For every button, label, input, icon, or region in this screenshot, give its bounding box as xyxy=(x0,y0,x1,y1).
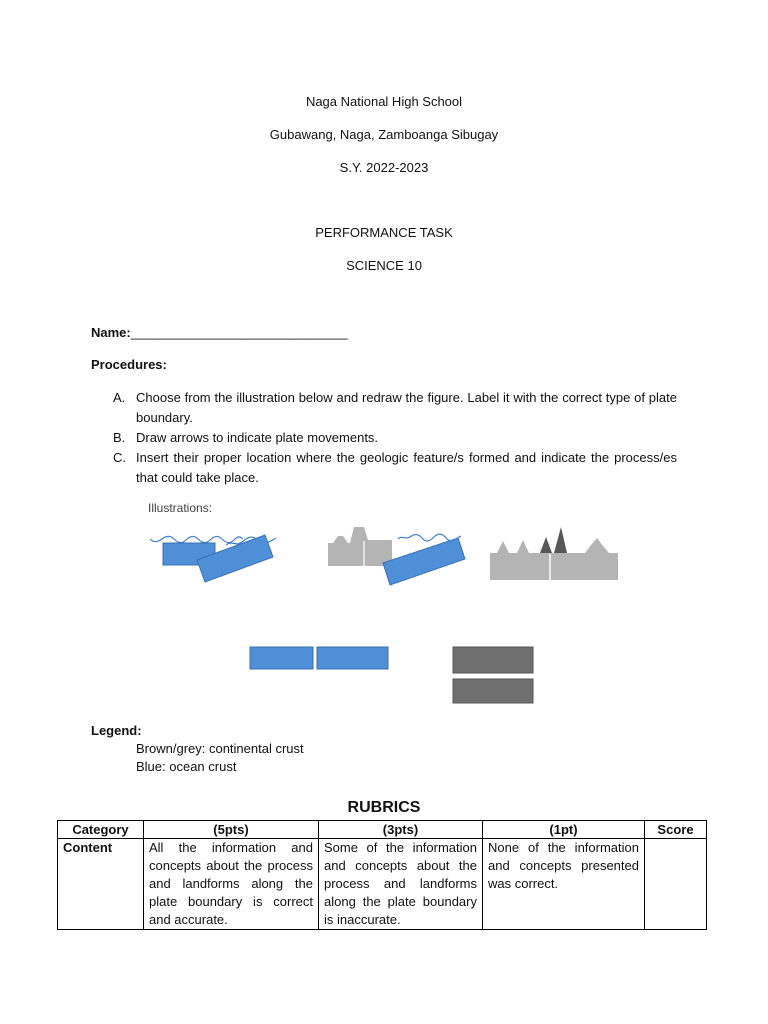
continental-crust-block xyxy=(328,527,392,566)
ocean-plate-right xyxy=(317,647,388,669)
mountain-peak-dark xyxy=(540,537,552,553)
step-marker: C. xyxy=(113,450,126,465)
illustration-stacked-continental-blocks xyxy=(453,647,533,703)
name-blank-line: ______________________________ xyxy=(130,325,348,340)
procedure-steps xyxy=(113,388,677,488)
subject-title: SCIENCE 10 xyxy=(346,258,422,273)
table-row xyxy=(58,839,707,930)
table-header-row xyxy=(58,821,707,839)
column-header-score: Score xyxy=(645,821,707,839)
ocean-plate-tilted xyxy=(383,538,465,585)
table-cell-3pts: Some of the information and concepts about the process and landforms along the plate boundary is inaccurate. xyxy=(319,839,483,930)
table-cell-score[interactable] xyxy=(645,839,707,930)
school-name: Naga National High School xyxy=(305,94,463,109)
column-header-1pt: (1pt) xyxy=(483,821,645,839)
mountain-peak-dark xyxy=(554,527,567,553)
step-marker: A. xyxy=(113,390,126,405)
school-address: Gubawang, Naga, Zamboanga Sibugay xyxy=(269,127,499,142)
school-year: S.Y. 2022-2023 xyxy=(339,160,429,175)
name-label: Name: xyxy=(91,325,131,340)
step-marker: B. xyxy=(113,430,126,445)
table-cell-category: Content xyxy=(58,839,144,930)
procedure-step-b xyxy=(113,428,677,448)
rubrics-title: RUBRICS xyxy=(347,799,421,816)
rubrics-table xyxy=(57,820,707,930)
illustrations-figure xyxy=(140,495,630,725)
column-header-category: Category xyxy=(58,821,144,839)
procedure-step-c xyxy=(113,448,677,488)
continental-crust-block xyxy=(490,538,618,580)
legend-heading: Legend: xyxy=(91,723,142,738)
procedure-step-a xyxy=(113,388,677,428)
procedures-heading: Procedures: xyxy=(91,357,167,372)
step-text: Insert their proper location where the geologic feature/s formed and indicate the process/es that could take place. xyxy=(136,450,677,485)
continental-block-top xyxy=(453,647,533,673)
illustration-ocean-ocean xyxy=(150,535,276,582)
sea-surface-line xyxy=(150,536,243,542)
ocean-plate-left xyxy=(250,647,313,669)
table-cell-5pts: All the information and concepts about the process and landforms along the plate boundary is correct and accurate. xyxy=(144,839,319,930)
legend xyxy=(91,722,304,776)
step-text: Draw arrows to indicate plate movements. xyxy=(136,430,379,445)
legend-item-continental: Brown/grey: continental crust xyxy=(136,741,304,756)
step-text: Choose from the illustration below and redraw the figure. Label it with the correct type of plate boundary. xyxy=(136,390,677,425)
legend-item-ocean: Blue: ocean crust xyxy=(136,759,237,774)
illustration-ocean-plates-side-by-side xyxy=(250,647,388,669)
illustrations-label: Illustrations: xyxy=(148,501,213,515)
table-cell-1pt: None of the information and concepts presented was correct. xyxy=(483,839,645,930)
column-header-3pts: (3pts) xyxy=(319,821,483,839)
column-header-5pts: (5pts) xyxy=(144,821,319,839)
name-field xyxy=(91,323,348,343)
illustration-continent-ocean xyxy=(328,527,465,585)
continental-block-bottom xyxy=(453,679,533,703)
task-title: PERFORMANCE TASK xyxy=(315,225,453,240)
illustration-continent-continent xyxy=(490,527,618,580)
